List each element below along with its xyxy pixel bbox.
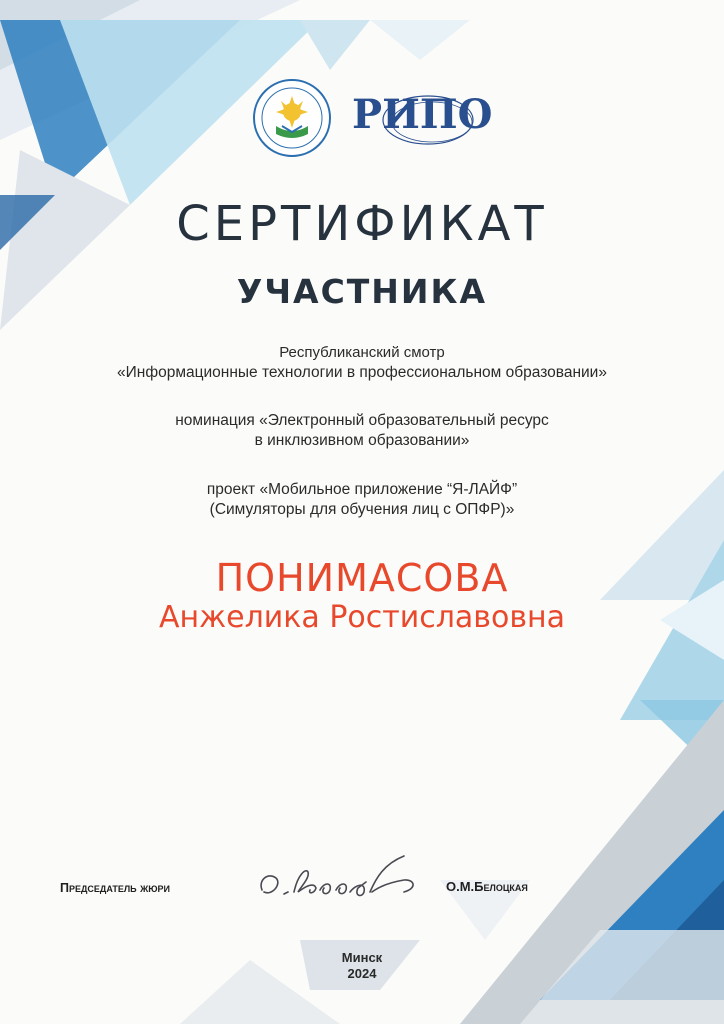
event-description (0, 343, 724, 383)
recipient-given-names: Анжелика Ростиславовна (158, 600, 565, 635)
certificate-subtitle: УЧАСТНИКА (236, 272, 488, 311)
event-line-1: Республиканский смотр (279, 344, 445, 361)
ripo-logo-text: РИПО (352, 91, 493, 138)
logo-group (252, 78, 493, 158)
signatory-role: Председатель жюри (60, 881, 171, 895)
ministry-emblem-icon (252, 78, 332, 158)
handwritten-signature (254, 852, 424, 908)
nomination-line-2: в инклюзивном образовании» (254, 432, 470, 449)
ripo-logo (350, 86, 493, 146)
project-line-1: проект «Мобильное приложение “Я-ЛАЙФ” (206, 481, 518, 498)
project-description (0, 480, 724, 520)
issue-place-date (0, 950, 724, 982)
event-line-2: «Информационные технологии в профессиональном образовании» (117, 364, 607, 381)
recipient-surname: ПОНИМАСОВА (215, 556, 509, 600)
issue-year: 2024 (347, 966, 377, 981)
nomination-description (0, 411, 724, 451)
nomination-line-1: номинация «Электронный образовательный ресурс (175, 412, 549, 429)
project-line-2: (Симуляторы для обучения лиц с ОПФР)» (209, 501, 515, 518)
signatory-name: О.М.Белоцкая (446, 879, 528, 894)
certificate-title: СЕРТИФИКАТ (176, 196, 548, 252)
issue-city: Минск (341, 950, 383, 965)
